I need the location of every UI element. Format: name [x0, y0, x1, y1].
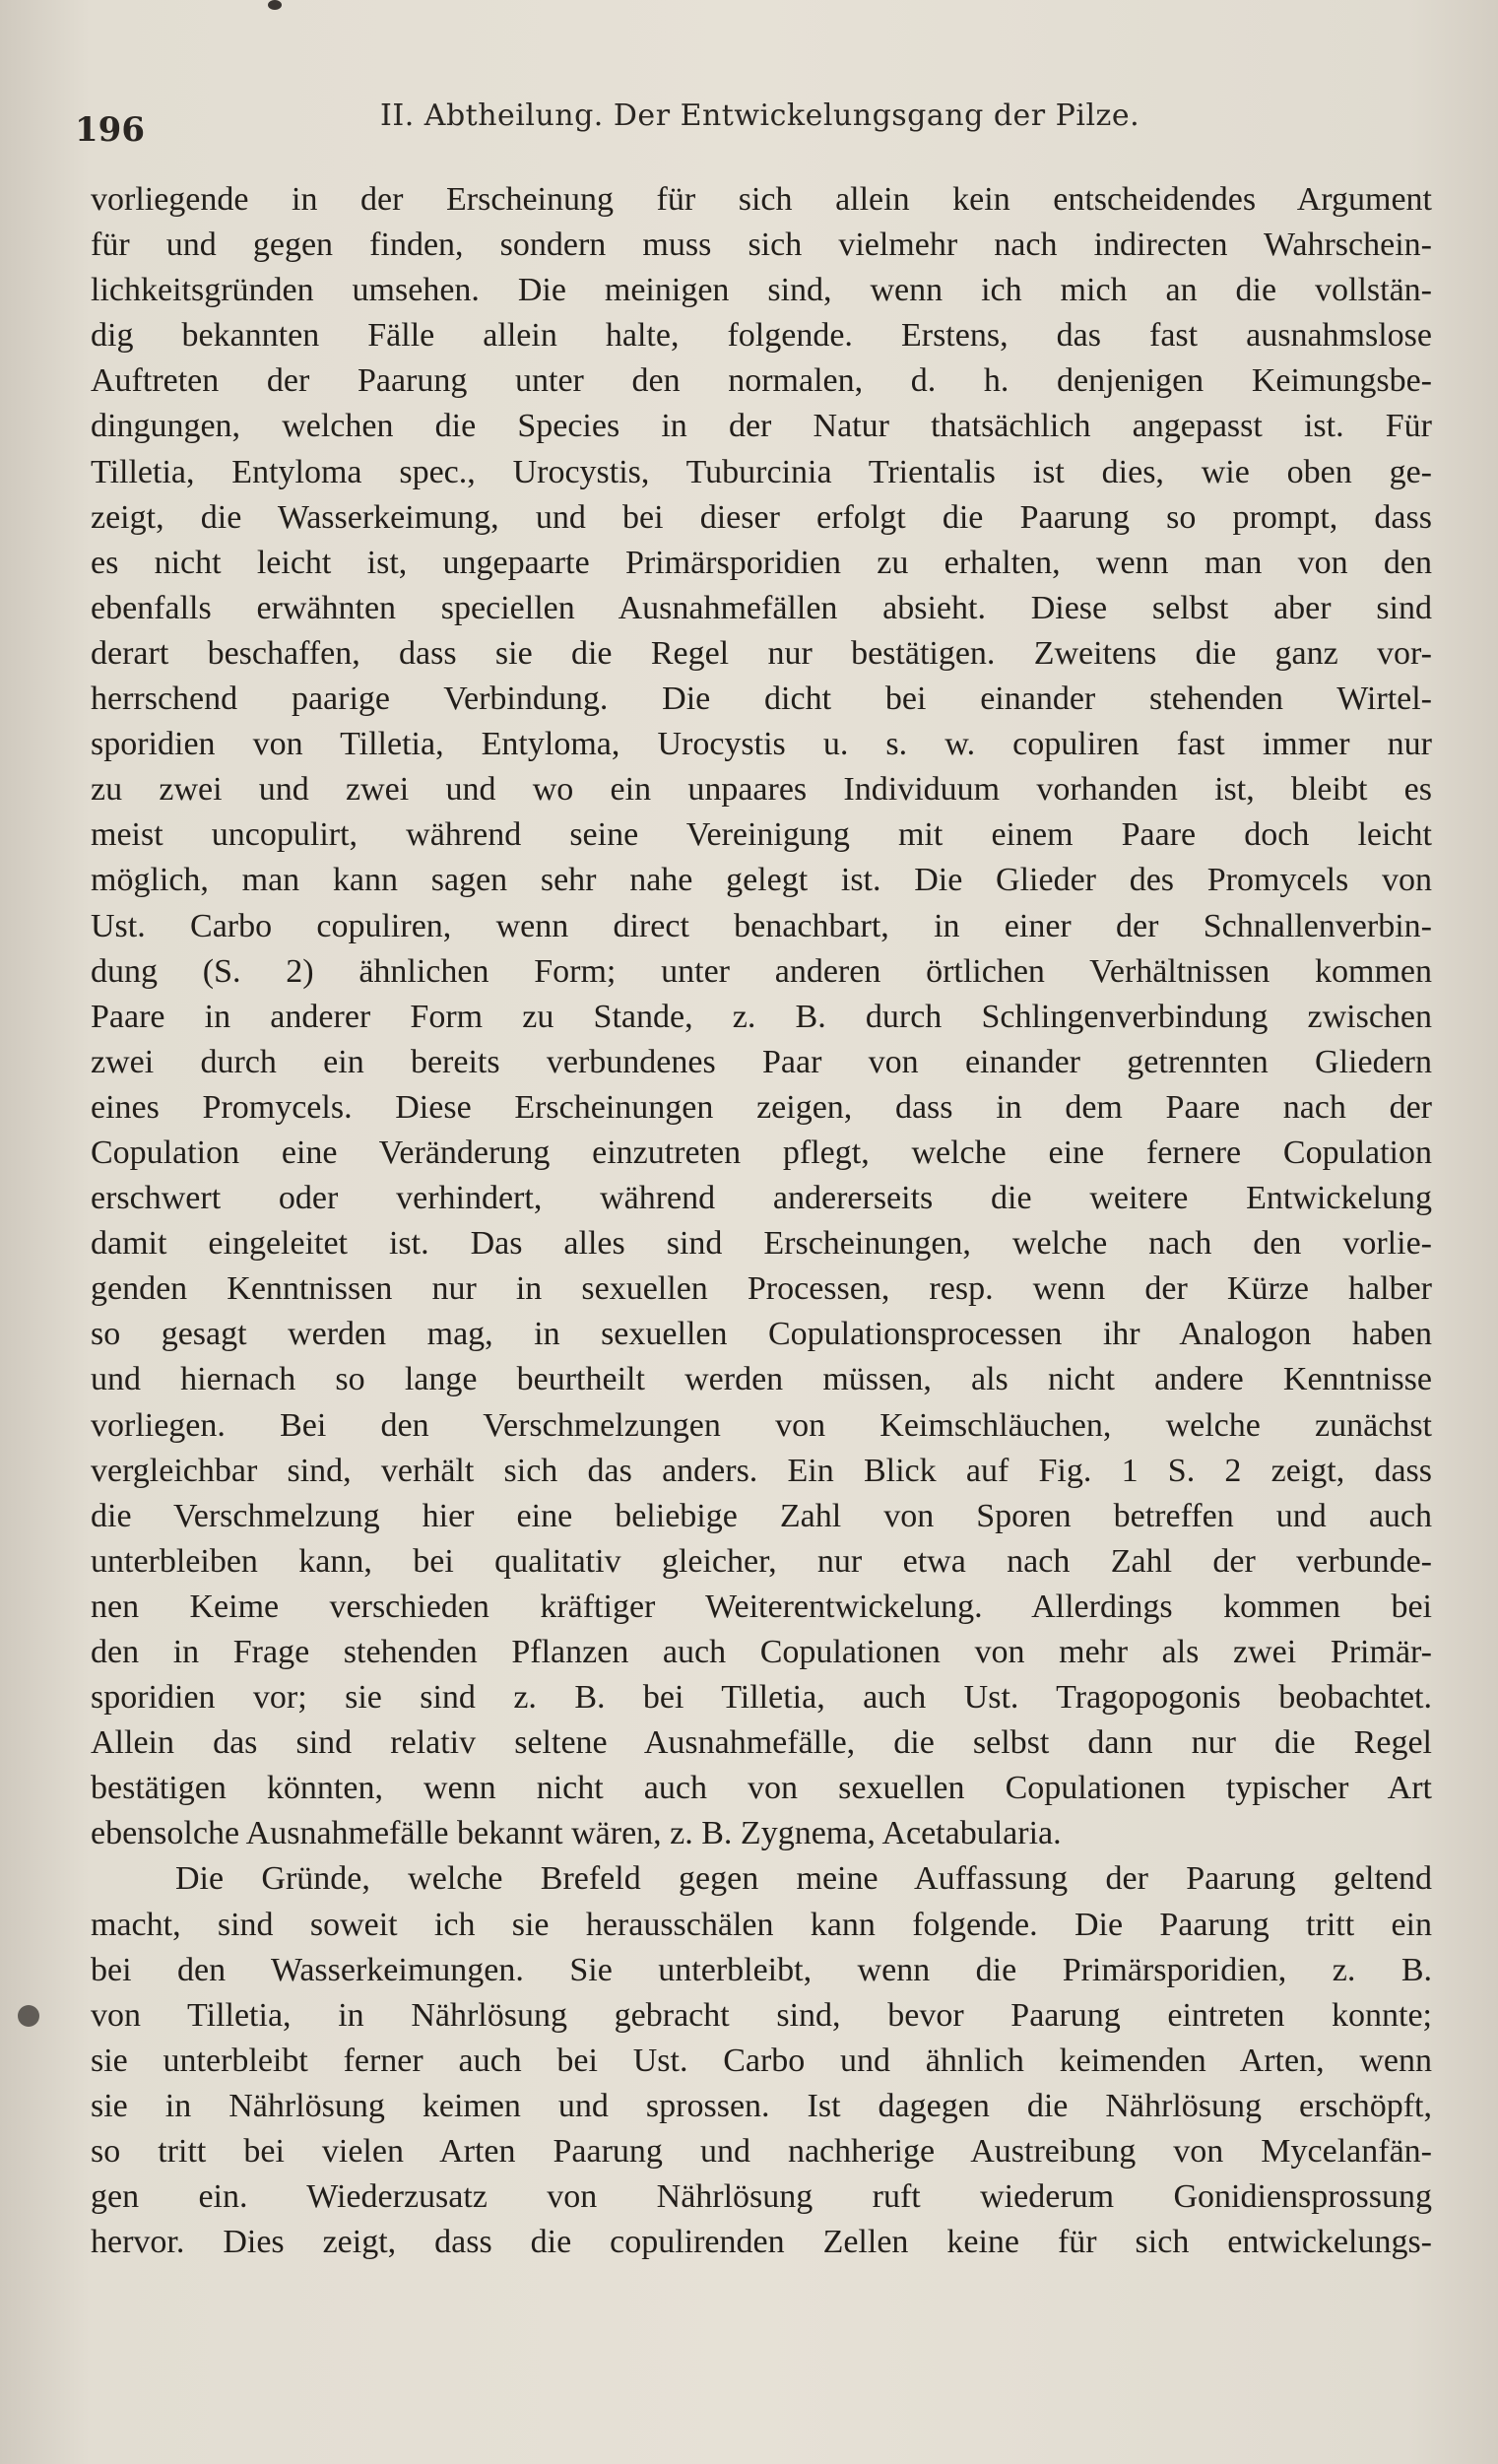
text-line: hervor. Dies zeigt, dass die copulirenden Zellen keine für sich entwickelungs-: [91, 2224, 1432, 2261]
ink-spot: [18, 2005, 39, 2027]
text-line: Ust. Carbo copuliren, wenn direct benachbart, in einer der Schnallenverbin-: [91, 907, 1432, 944]
text-line: so tritt bei vielen Arten Paarung und nachherige Austreibung von Mycelanfän-: [91, 2133, 1432, 2171]
text-line: und hiernach so lange beurtheilt werden müssen, als nicht andere Kenntnisse: [91, 1361, 1432, 1398]
text-line: gen ein. Wiederzusatz von Nährlösung ruft wiederum Gonidiensprossung: [91, 2178, 1432, 2216]
text-line: unterbleiben kann, bei qualitativ gleicher, nur etwa nach Zahl der verbunde-: [91, 1542, 1432, 1580]
text-line: sporidien vor; sie sind z. B. bei Tilletia, auch Ust. Tragopogonis beobachtet.: [91, 1679, 1432, 1717]
text-line: den in Frage stehenden Pflanzen auch Copulationen von mehr als zwei Primär-: [91, 1634, 1432, 1670]
text-line: Die Gründe, welche Brefeld gegen meine Auffassung der Paarung geltend: [175, 1860, 1432, 1898]
text-line: Allein das sind relativ seltene Ausnahmefälle, die selbst dann nur die Regel: [91, 1724, 1432, 1762]
text-line: derart beschaffen, dass sie die Regel nur bestätigen. Zweitens die ganz vor-: [91, 634, 1432, 672]
page-number: 196: [75, 110, 145, 150]
text-line: dung (S. 2) ähnlichen Form; unter anderen örtlichen Verhältnissen kommen: [91, 952, 1432, 990]
text-line: Tilletia, Entyloma spec., Urocystis, Tuburcinia Trientalis ist dies, wie oben ge-: [91, 453, 1432, 490]
text-line: sporidien von Tilletia, Entyloma, Urocystis u. s. w. copuliren fast immer nur: [91, 726, 1432, 763]
text-line: bei den Wasserkeimungen. Sie unterbleibt, wenn die Primärsporidien, z. B.: [91, 1951, 1432, 1988]
text-line: zeigt, die Wasserkeimung, und bei dieser erfolgt die Paarung so prompt, dass: [91, 498, 1432, 536]
text-line: macht, sind soweit ich sie herausschälen kann folgende. Die Paarung tritt ein: [91, 1906, 1432, 1943]
ink-spot: [268, 0, 282, 10]
text-line: Paare in anderer Form zu Stande, z. B. durch Schlingenverbindung zwischen: [91, 998, 1432, 1035]
text-line: dig bekannten Fälle allein halte, folgende. Erstens, das fast ausnahmslose: [91, 317, 1432, 355]
text-line: vorliegende in der Erscheinung für sich allein kein entscheidendes Argument: [91, 181, 1432, 218]
text-line: sie in Nährlösung keimen und sprossen. Ist dagegen die Nährlösung erschöpft,: [91, 2087, 1432, 2124]
text-line: für und gegen finden, sondern muss sich vielmehr nach indirecten Wahrschein-: [91, 227, 1432, 264]
text-line: vorliegen. Bei den Verschmelzungen von Keimschläuchen, welche zunächst: [91, 1406, 1432, 1444]
text-line: Copulation eine Veränderung einzutreten pflegt, welche eine fernere Copulation: [91, 1134, 1432, 1171]
page-header: [75, 98, 1434, 167]
text-line: vergleichbar sind, verhält sich das anders. Ein Blick auf Fig. 1 S. 2 zeigt, dass: [91, 1452, 1432, 1489]
text-line: sie unterbleibt ferner auch bei Ust. Carbo und ähnlich keimenden Arten, wenn: [91, 2042, 1432, 2079]
text-line: so gesagt werden mag, in sexuellen Copulationsprocessen ihr Analogon haben: [91, 1316, 1432, 1353]
text-line: zwei durch ein bereits verbundenes Paar von einander getrennten Gliedern: [91, 1043, 1432, 1080]
body-text: [91, 177, 1432, 2265]
text-line: zu zwei und zwei und wo ein unpaares Individuum vorhanden ist, bleibt es: [91, 771, 1432, 809]
running-head: II. Abtheilung. Der Entwickelungsgang der Pilze.: [380, 98, 1140, 133]
text-line: von Tilletia, in Nährlösung gebracht sind, bevor Paarung eintreten konnte;: [91, 1996, 1432, 2034]
text-line: lichkeitsgründen umsehen. Die meinigen sind, wenn ich mich an die vollstän-: [91, 272, 1432, 309]
text-line: ebenfalls erwähnten speciellen Ausnahmefällen absieht. Diese selbst aber sind: [91, 589, 1432, 626]
text-line: erschwert oder verhindert, während andererseits die weitere Entwickelung: [91, 1180, 1432, 1217]
text-line: herrschend paarige Verbindung. Die dicht bei einander stehenden Wirtel-: [91, 681, 1432, 718]
text-line: genden Kenntnissen nur in sexuellen Processen, resp. wenn der Kürze halber: [91, 1270, 1432, 1308]
text-line: eines Promycels. Diese Erscheinungen zeigen, dass in dem Paare nach der: [91, 1088, 1432, 1126]
text-line: meist uncopulirt, während seine Vereinigung mit einem Paare doch leicht: [91, 816, 1432, 854]
text-line: nen Keime verschieden kräftiger Weiterentwickelung. Allerdings kommen bei: [91, 1588, 1432, 1625]
text-line: ebensolche Ausnahmefälle bekannt wären, z. B. Zygnema, Acetabularia.: [91, 1815, 1062, 1852]
text-line: damit eingeleitet ist. Das alles sind Erscheinungen, welche nach den vorlie-: [91, 1225, 1432, 1263]
text-line: die Verschmelzung hier eine beliebige Zahl von Sporen betreffen und auch: [91, 1497, 1432, 1534]
text-line: Auftreten der Paarung unter den normalen, d. h. denjenigen Keimungsbe-: [91, 362, 1432, 400]
text-line: es nicht leicht ist, ungepaarte Primärsporidien zu erhalten, wenn man von den: [91, 544, 1432, 581]
text-line: bestätigen könnten, wenn nicht auch von sexuellen Copulationen typischer Art: [91, 1770, 1432, 1807]
text-line: dingungen, welchen die Species in der Natur thatsächlich angepasst ist. Für: [91, 408, 1432, 445]
text-line: möglich, man kann sagen sehr nahe gelegt ist. Die Glieder des Promycels von: [91, 862, 1432, 899]
